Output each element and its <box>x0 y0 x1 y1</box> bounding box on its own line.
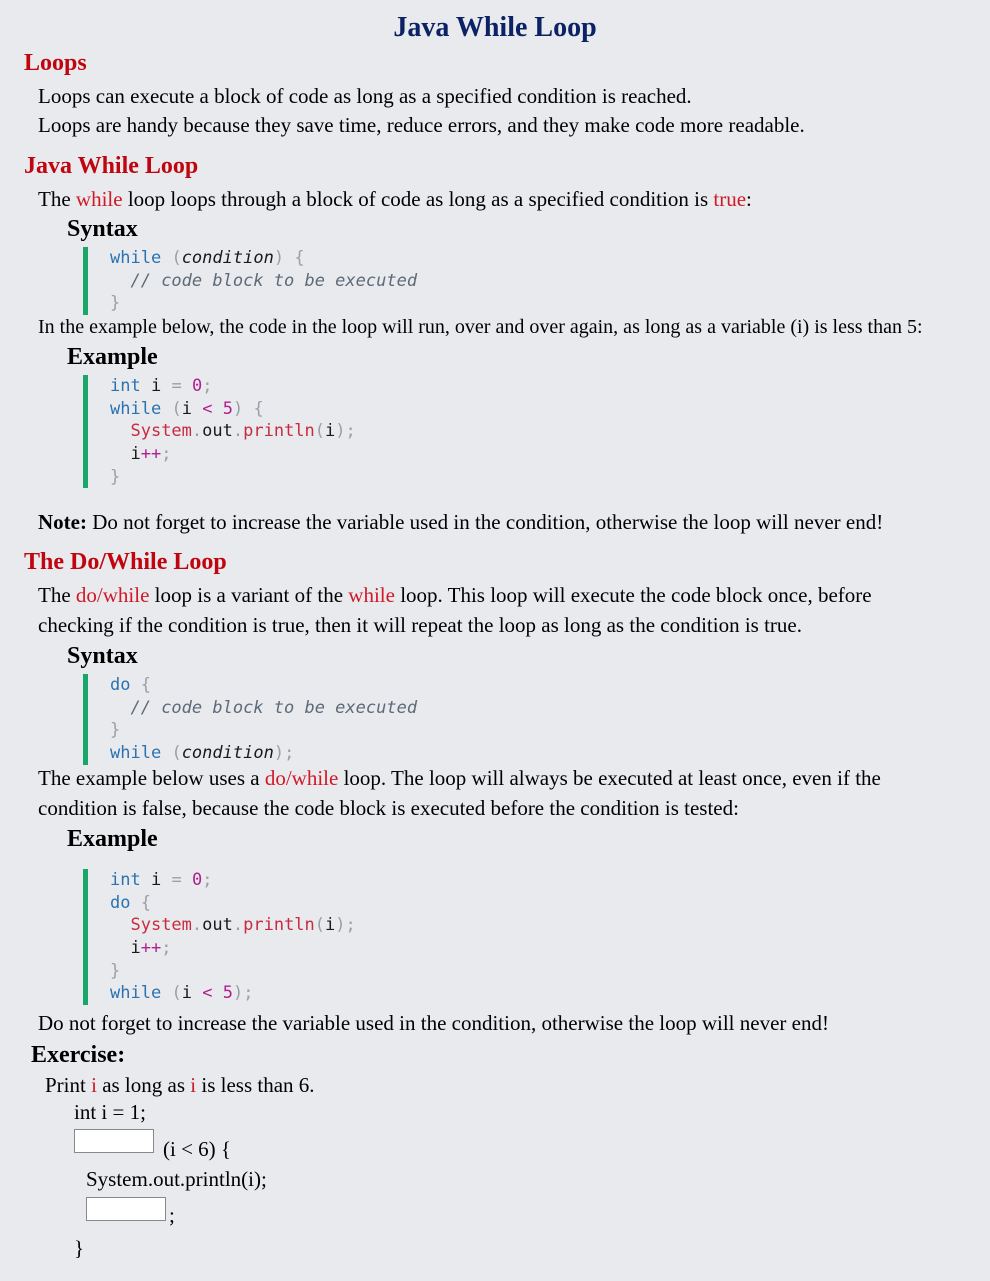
while-keyword: while <box>348 583 395 607</box>
while-keyword: while <box>75 187 123 211</box>
dowhile-example-intro-1: The example below uses a do/while loop. The loop will always be executed at least once, even if the <box>38 766 881 790</box>
while-loop-heading: Java While Loop <box>24 153 199 179</box>
while-syntax-heading: Syntax <box>67 216 138 242</box>
dowhile-keyword: do/while <box>75 583 150 607</box>
exercise-prompt: Print i as long as i is less than 6. <box>45 1073 315 1097</box>
dowhile-paragraph-2: checking if the condition is true, then it will repeat the loop as long as the condition is true. <box>38 613 802 637</box>
exercise-line-semicolon: ; <box>169 1203 175 1227</box>
true-keyword: true <box>713 187 747 211</box>
while-intro: The while loop loops through a block of code as long as a specified condition is true: <box>38 187 752 211</box>
page-title: Java While Loop <box>393 12 597 43</box>
dowhile-syntax-code: do { // code block to be executed } while (condition); <box>83 674 417 765</box>
dowhile-paragraph-1: The do/while loop is a variant of the while loop. This loop will execute the code block once, before <box>38 583 872 607</box>
exercise-line-print: System.out.println(i); <box>86 1167 267 1191</box>
while-example-heading: Example <box>67 344 158 370</box>
exercise-line-init: int i = 1; <box>74 1100 146 1124</box>
loops-paragraph-1: Loops can execute a block of code as long as a specified condition is reached. <box>38 84 692 108</box>
exercise-line-condition: (i < 6) { <box>163 1137 231 1161</box>
while-example-intro: In the example below, the code in the loop will run, over and over again, as long as a variable (i) is less than 5: <box>38 316 923 338</box>
while-example-code: int i = 0; while (i < 5) { System.out.println(i); i++; } <box>83 375 356 488</box>
dowhile-syntax-heading: Syntax <box>67 643 138 669</box>
dowhile-heading: The Do/While Loop <box>24 549 227 575</box>
exercise-blank-1[interactable] <box>74 1129 154 1153</box>
while-note: Note: Do not forget to increase the variable used in the condition, otherwise the loop will never end! <box>38 510 884 534</box>
dowhile-example-heading: Example <box>67 826 158 852</box>
loops-paragraph-2: Loops are handy because they save time, reduce errors, and they make code more readable. <box>38 113 805 137</box>
exercise-blank-2[interactable] <box>86 1197 166 1221</box>
exercise-heading: Exercise: <box>31 1042 126 1068</box>
exercise-line-close: } <box>74 1236 85 1260</box>
dowhile-keyword: do/while <box>264 766 339 790</box>
dowhile-example-intro-2: condition is false, because the code block is executed before the condition is tested: <box>38 796 739 820</box>
loops-heading: Loops <box>24 50 87 76</box>
dowhile-footer-note: Do not forget to increase the variable used in the condition, otherwise the loop will never end! <box>38 1011 829 1035</box>
dowhile-example-code: int i = 0; do { System.out.println(i); i++; } while (i < 5); <box>83 869 356 1005</box>
while-syntax-code: while (condition) { // code block to be executed } <box>83 247 417 315</box>
